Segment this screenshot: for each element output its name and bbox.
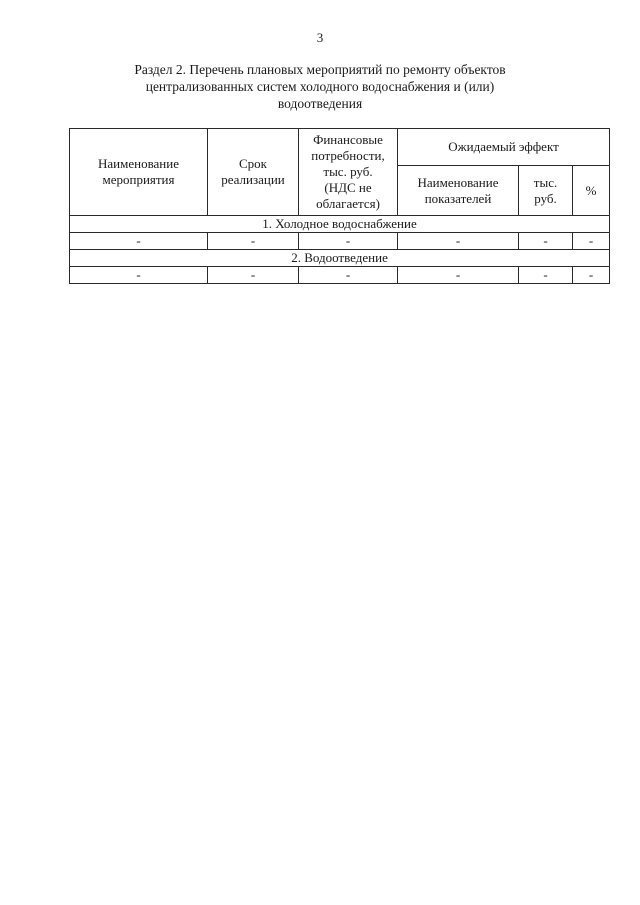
table-cell: - (70, 267, 208, 284)
header-text: Срок (239, 156, 267, 171)
header-text: Финансовые (313, 132, 383, 147)
header-text: облагается) (316, 196, 380, 211)
header-row (70, 129, 610, 166)
section-title-line: водоотведения (277, 96, 363, 111)
activities-table (69, 128, 610, 284)
section-row-cold-water (70, 216, 610, 233)
table-cell: - (519, 233, 573, 250)
header-text: показателей (424, 190, 492, 206)
header-finance (299, 129, 398, 216)
header-expected-effect: Ожидаемый эффект (398, 129, 610, 166)
table-cell: - (573, 233, 610, 250)
header-text: (НДС не (324, 180, 372, 195)
table-cell: - (299, 233, 398, 250)
table-cell: - (208, 267, 299, 284)
table-cell: - (519, 267, 573, 284)
section-title (100, 61, 540, 112)
header-text: Наименование (417, 174, 499, 190)
table-row (70, 267, 610, 284)
header-term (208, 129, 299, 216)
header-text: тыс. (533, 174, 558, 190)
table-cell: - (70, 233, 208, 250)
table-cell: - (398, 267, 519, 284)
header-text: Наименование (98, 156, 179, 171)
header-activity-name (70, 129, 208, 216)
table-cell: - (208, 233, 299, 250)
header-text: руб. (534, 190, 557, 206)
table-cell: - (398, 233, 519, 250)
section-title-line: Раздел 2. Перечень плановых мероприятий по ремонту объектов (134, 62, 506, 77)
section-heading: 2. Водоотведение (70, 250, 610, 267)
header-text: потребности, (311, 148, 385, 163)
header-thousand-rub (519, 166, 573, 216)
table-cell: - (573, 267, 610, 284)
page-number: 3 (316, 30, 324, 45)
header-indicator-name (398, 166, 519, 216)
header-text: тыс. руб. (323, 164, 373, 179)
table-row (70, 233, 610, 250)
header-text: реализации (221, 172, 285, 187)
section-heading: 1. Холодное водоснабжение (70, 216, 610, 233)
header-percent: % (573, 166, 610, 216)
table-cell: - (299, 267, 398, 284)
section-row-drainage (70, 250, 610, 267)
section-title-line: централизованных систем холодного водоснабжения и (или) (145, 79, 495, 94)
header-text: мероприятия (102, 172, 175, 187)
